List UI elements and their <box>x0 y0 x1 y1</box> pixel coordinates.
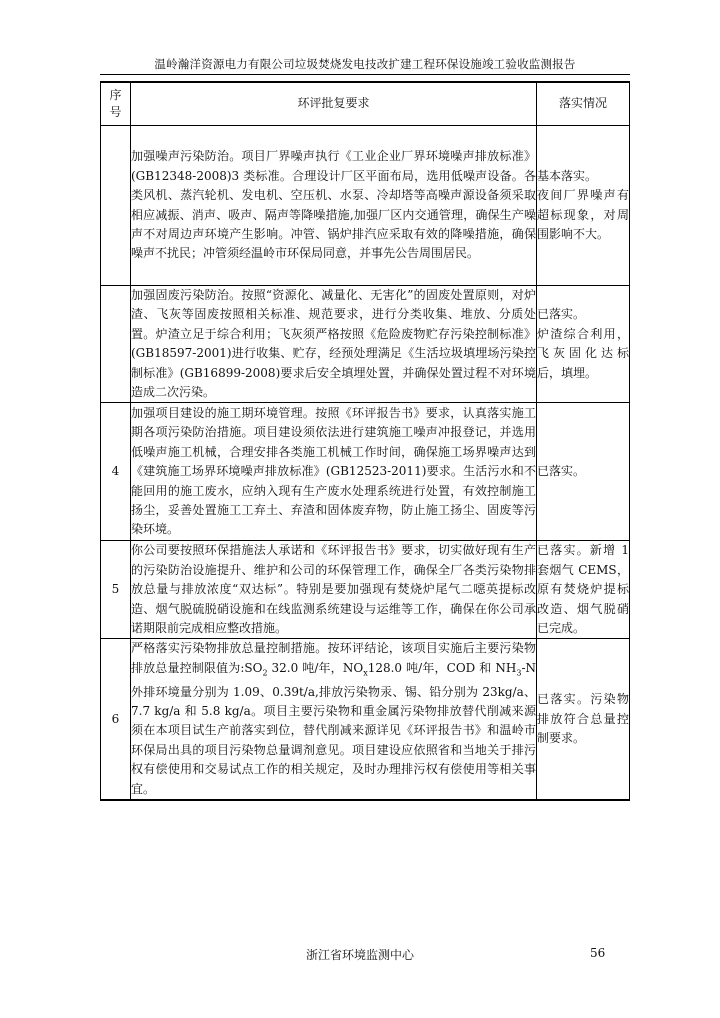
requirement-text-part: 严格落实污染物排放总量控制措施。按环评结论，该项目实施后主要污染物排放总量控制限值为:SO <box>131 641 536 675</box>
status-text: 已落实。污染物排放符合总量控制要求。 <box>537 639 630 800</box>
header-rule <box>100 74 630 75</box>
status-text: 基本落实。 夜间厂界噪声有超标现象，对周围影响不大。 <box>537 126 630 286</box>
table-row <box>101 639 630 800</box>
status-text: 已落实。 炉渣综合利用，飞灰固化达标后，填埋。 <box>537 286 630 403</box>
requirement-text-part: -N 外排环境量分别为 1.09、0.39t/a,排放污染物汞、锡、铅分别为 23kg/a、7.7 kg/a 和 5.8 kg/a。项目主要污染物和重金属污染物排放替代削减来源须在本项目试生产前落实到位，替代削减来源详见《环评报告书》和温岭市环保局出具的项目污染物总量调剂意见。项目建设应依照省和当地关于排污权有偿使用和交易试点工作的相关规定，及时办理排污权有偿使用等相关事宜。 <box>131 660 537 796</box>
status-text: 已落实。 <box>537 403 630 541</box>
requirement-text: 加强噪声污染防治。项目厂界噪声执行《工业企业厂界环境噪声排放标准》(GB12348-2008)3 类标准。合理设计厂区平面布局，选用低噪声设备。各类风机、蒸汽轮机、发电机、空压机、水泵、冷却塔等高噪声源设备须采取相应减振、消声、吸声、隔声等降噪措施,加强厂区内交通管理，确保生产噪声不对周边声环境产生影响。冲管、锅炉排汽应采取有效的降噪措施，确保噪声不扰民；冲管须经温岭市环保局同意，并事先公告周围居民。 <box>131 126 537 286</box>
table-row <box>101 541 630 639</box>
table-header-row <box>101 82 630 126</box>
subscript: 2 <box>262 668 268 678</box>
header-no-label: 序 号 <box>109 88 122 119</box>
table-row <box>101 126 630 286</box>
requirement-text: 加强项目建设的施工期环境管理。按照《环评报告书》要求，认真落实施工期各项污染防治措施。项目建设须依法进行建筑施工噪声冲报登记，并选用低噪声施工机械，合理安排各类施工机械工作时间，确保施工场界噪声达到《建筑施工场界环境噪声排放标准》(GB12523-2011)要求。生活污水和不能回用的施工废水，应纳入现有生产废水处理系统进行处置，有效控制施工扬尘，妥善处置施工工弃土、弃渣和固体废弃物，防止施工扬尘、固废等污染环境。 <box>131 403 537 541</box>
row-number <box>101 126 131 286</box>
requirement-text-part: 32.0 吨/年，NO <box>267 660 364 675</box>
page-number: 56 <box>590 946 606 960</box>
header-requirement: 环评批复要求 <box>131 82 537 126</box>
requirement-text-part: 128.0 吨/年，COD 和 NH <box>367 660 517 675</box>
table-row <box>101 403 630 541</box>
footer-organization: 浙江省环境监测中心 <box>305 948 414 962</box>
requirement-text <box>131 639 537 800</box>
status-text: 已落实。新增 1 套烟气 CEMS，原有焚烧炉提标改造、烟气脱硝已完成。 <box>537 541 630 639</box>
row-number: 5 <box>101 541 131 639</box>
requirement-text: 你公司要按照环保措施法人承诺和《环评报告书》要求，切实做好现有生产的污染防治设施提升、维护和公司的环保管理工作，确保全厂各类污染物排放总量与排放浓度“双达标”。特别是要加强现有焚烧炉尾气二噁英提标改造、烟气脱硫脱硝设施和在线监测系统建设与运维等工作，确保在你公司承诺期限前完成相应整改措施。 <box>131 541 537 639</box>
header-no <box>101 82 131 126</box>
report-header-title: 温岭瀚洋资源电力有限公司垃圾焚烧发电技改扩建工程环保设施竣工验收监测报告 <box>154 57 576 71</box>
header-status: 落实情况 <box>537 82 630 126</box>
requirements-table <box>100 81 630 801</box>
row-number: 6 <box>101 639 131 800</box>
subscript: x <box>363 668 368 678</box>
table-row <box>101 286 630 403</box>
row-number <box>101 286 131 403</box>
subscript: 3 <box>516 668 522 678</box>
requirement-text: 加强固废污染防治。按照“资源化、减量化、无害化”的固废处置原则，对炉渣、飞灰等固废按照相关标准、规范要求，进行分类收集、堆放、分质处置。炉渣立足于综合利用；飞灰须严格按照《危险废物贮存污染控制标准》(GB18597-2001)进行收集、贮存，经预处理满足《生活垃圾填埋场污染控制标准》(GB16899-2008)要求后安全填埋处置，并确保处置过程不对环境造成二次污染。 <box>131 286 537 403</box>
row-number: 4 <box>101 403 131 541</box>
